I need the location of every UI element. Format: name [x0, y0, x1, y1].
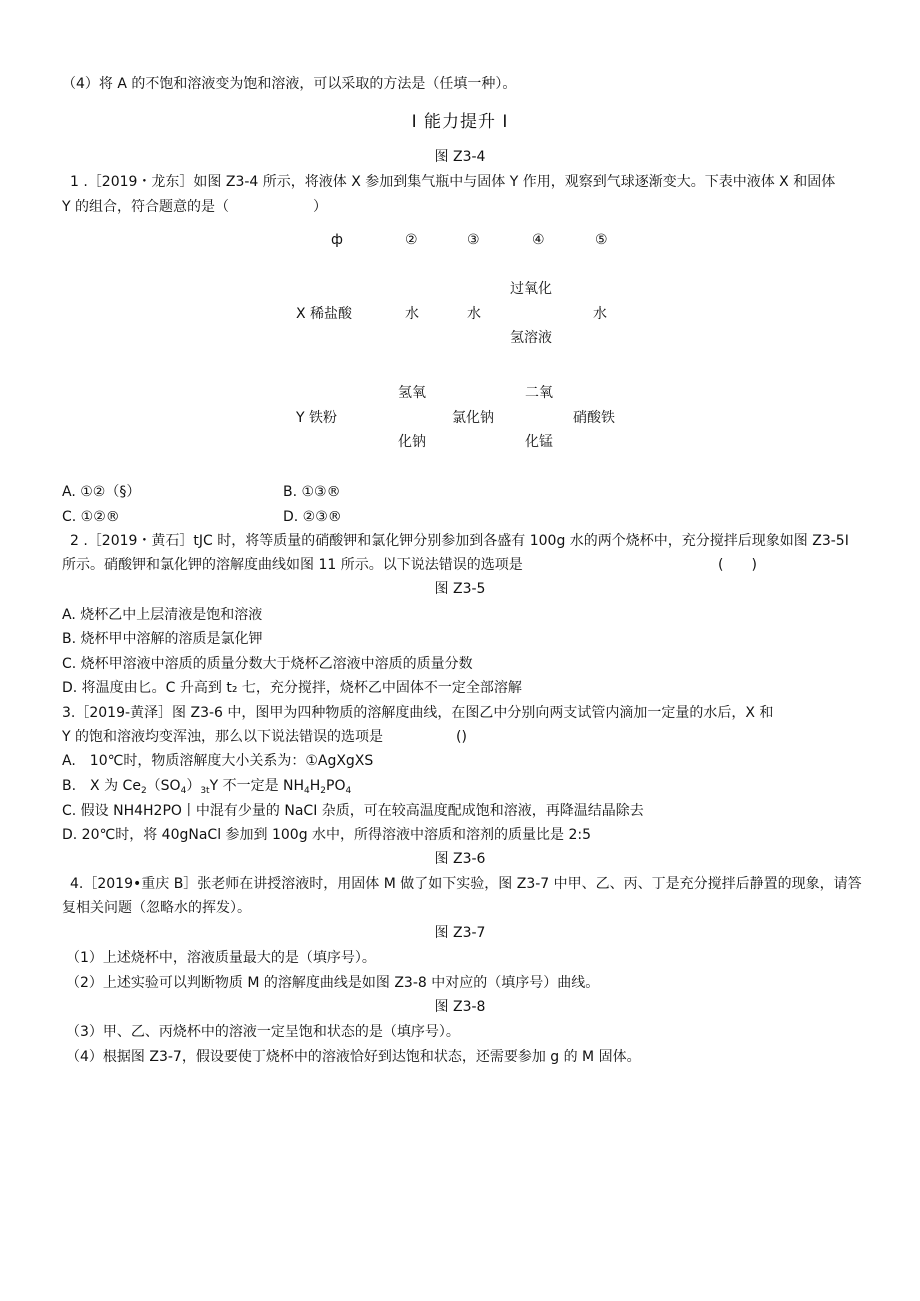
table-header-4: ④ [532, 232, 545, 248]
q2-option-c: C. 烧杯甲溶液中溶质的质量分数大于烧杯乙溶液中溶质的质量分数 [62, 656, 473, 672]
q4-sub-3: （3）甲、乙、丙烧杯中的溶液一定呈饱和状态的是（填序号）。 [66, 1024, 460, 1040]
figure-caption-z3-6: 图 Z3-6 [434, 851, 486, 867]
q3-answer-paren: () [456, 729, 467, 745]
q2-line-1: 2 .［2019・黄石］tJC 时，将等质量的硝酸钾和氯化钾分别参加到各盛有 100g 水的两个烧杯中，充分搅拌后现象如图 Z3-5I [70, 533, 849, 549]
q1-option-d: D. ②③® [283, 509, 342, 525]
q2-answer-paren: ( ) [718, 557, 757, 573]
table-y-cell-3a: 二氧 [525, 385, 553, 401]
q4-line-1: 4.［2019•重庆 B］张老师在讲授溶液时，用固体 M 做了如下实验，图 Z3-7 中甲、乙、丙、丁是充分搅拌后静置的现象，请答 [70, 876, 862, 892]
table-y-cell-3b: 化锰 [525, 434, 553, 450]
q3-option-c: C. 假设 NH4H2PO丨中混有少量的 NaCI 杂质，可在较高温度配成饱和溶液，再降温结晶除去 [62, 803, 644, 819]
q4-sub-1: （1）上述烧杯中，溶液质量最大的是（填序号）。 [66, 950, 376, 966]
q3-option-a: A. 10℃时，物质溶解度大小关系为：①AgXgXS [62, 753, 374, 769]
q1-option-b: B. ①③® [283, 484, 341, 500]
q2-line-2: 所示。硝酸钾和氯化钾的溶解度曲线如图 11 所示。以下说法错误的选项是 [62, 557, 523, 573]
table-x-cell-3b: 氢溶液 [510, 330, 552, 346]
q3-line-1: 3.［2019-黄泽］图 Z3-6 中，图甲为四种物质的溶解度曲线，在图乙中分别向两支试管内滴加一定量的水后，X 和 [62, 705, 774, 721]
table-x-cell-3a: 过氧化 [510, 281, 552, 297]
q3-line-2: Y 的饱和溶液均变浑浊，那么以下说法错误的选项是 [62, 729, 384, 745]
q3-option-b: B. X 为 $Ce_2(SO_4)_{3t}Y$ 不一定是 $NH_4H_2PO_4$ [62, 778, 352, 796]
table-y-cell-1a: 氢氧 [398, 385, 426, 401]
q4-line-2: 复相关问题（忽略水的挥发）。 [62, 900, 251, 916]
figure-caption-z3-7: 图 Z3-7 [434, 925, 486, 941]
q1-option-c: C. ①②® [62, 509, 120, 525]
table-x-cell-1: 水 [405, 306, 419, 322]
figure-caption-z3-4: 图 Z3-4 [434, 149, 486, 165]
q1-line-2: Y 的组合，符合题意的是（ ） [62, 199, 328, 215]
question-4-text: （4）将 A 的不饱和溶液变为饱和溶液，可以采取的方法是（任填一种）。 [62, 76, 517, 92]
q2-option-b: B. 烧杯甲中溶解的溶质是氯化钾 [62, 631, 263, 647]
q1-line-1: 1 .［2019・龙东］如图 Z3-4 所示，将液体 X 参加到集气瓶中与固体 Y 作用，观察到气球逐渐变大。下表中液体 X 和固体 [70, 174, 836, 190]
table-row-y-label: Y 铁粉 [296, 410, 338, 426]
q3-option-d: D. 20℃时，将 40gNaCl 参加到 100g 水中，所得溶液中溶质和溶剂的质量比是 2:5 [62, 827, 592, 843]
table-y-cell-1b: 化钠 [398, 434, 426, 450]
table-row-x-label: X 稀盐酸 [296, 306, 353, 322]
table-y-cell-4: 硝酸铁 [573, 410, 615, 426]
section-heading: I 能力提升 I [411, 112, 509, 132]
table-header-2: ② [405, 232, 418, 248]
q4-sub-2: （2）上述实验可以判断物质 M 的溶解度曲线是如图 Z3-8 中对应的（填序号）曲线。 [66, 975, 600, 991]
figure-caption-z3-8: 图 Z3-8 [434, 999, 486, 1015]
table-header-5: ⑤ [595, 232, 608, 248]
table-x-cell-2: 水 [467, 306, 481, 322]
table-x-cell-5: 水 [593, 306, 607, 322]
table-y-cell-2: 氯化钠 [452, 410, 494, 426]
q1-option-a: A. ①②（§） [62, 484, 141, 500]
table-header-1: ф [331, 232, 343, 248]
figure-caption-z3-5: 图 Z3-5 [434, 581, 486, 597]
q2-option-d: D. 将温度由匕。C 升高到 t₂ 七，充分搅拌，烧杯乙中固体不一定全部溶解 [62, 680, 522, 696]
q2-option-a: A. 烧杯乙中上层清液是饱和溶液 [62, 607, 263, 623]
table-header-3: ③ [467, 232, 480, 248]
q4-sub-4: （4）根据图 Z3-7，假设要使丁烧杯中的溶液恰好到达饱和状态，还需要参加 g 的 M 固体。 [66, 1049, 641, 1065]
